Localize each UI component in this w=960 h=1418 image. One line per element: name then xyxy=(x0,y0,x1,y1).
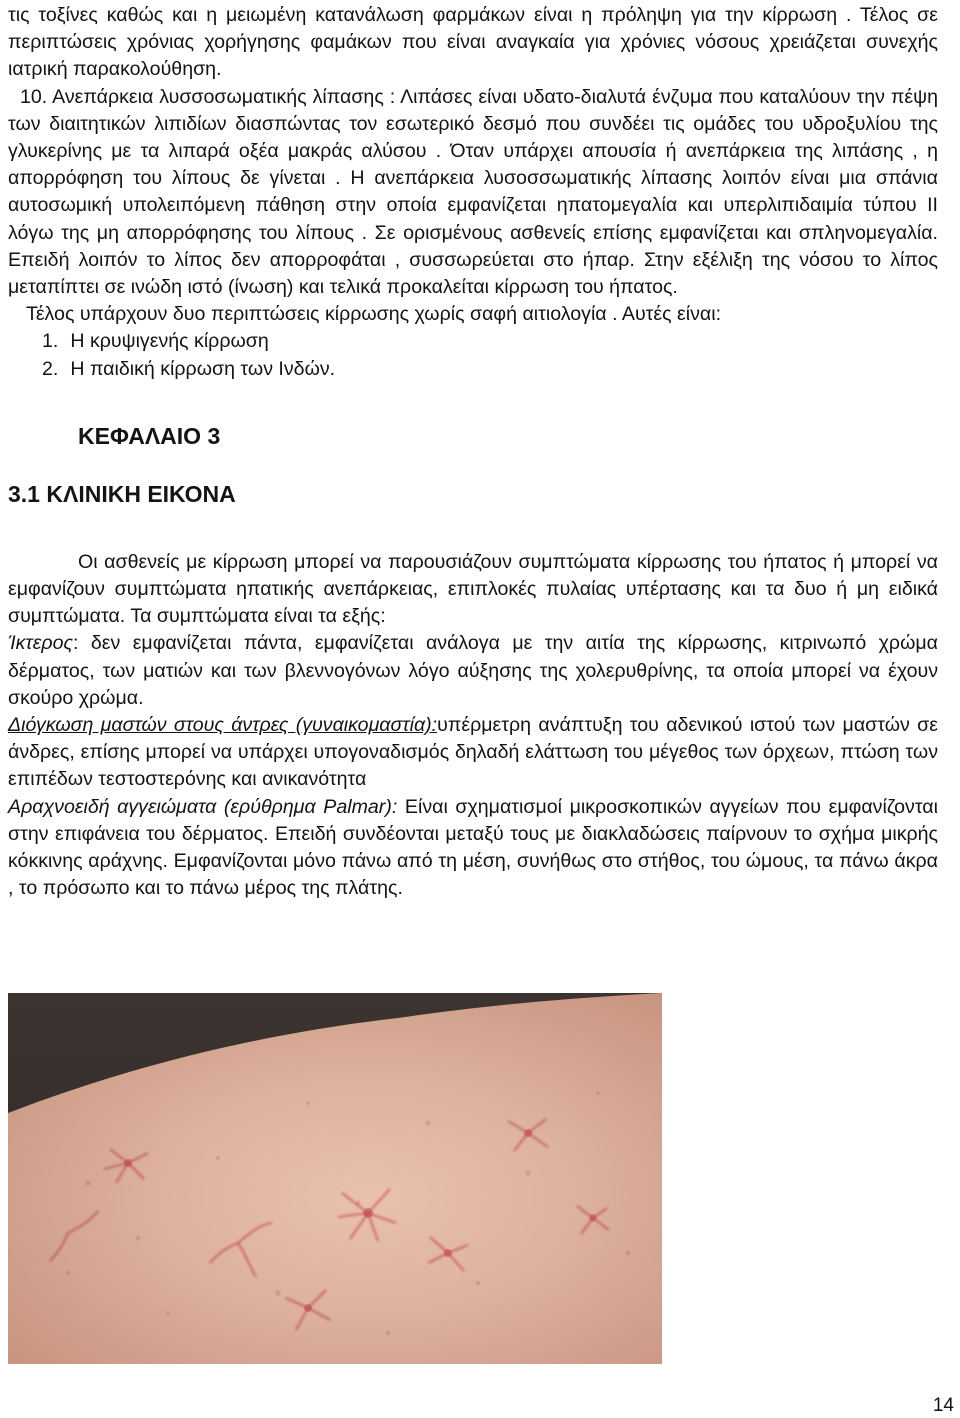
unknown-causes-list xyxy=(8,328,938,382)
palmar-paragraph xyxy=(8,794,938,903)
list-item xyxy=(42,356,938,383)
skin-photo-svg xyxy=(8,993,662,1364)
ikteros-text: : δεν εμφανίζεται πάντα, εμφανίζεται ανάλογα με την αιτία της κίρρωσης, κιτρινωπό χρώμα δέρματος, των ματιών και των βλεννογόνων λόγο αύξησης της χολερυθρίνης, τα οποία μπορεί να έχουν σκούρο χρώμα. xyxy=(8,632,938,709)
gynecomastia-term: Διόγκωση μαστών στους άντρες (γυναικομαστία): xyxy=(8,714,438,737)
intro-paragraph: τις τοξίνες καθώς και η μειωμένη κατανάλωση φαρμάκων είναι η πρόληψη για την κίρρωση . Τέλος σε περιπτώσεις χρόνιας χορήγησης φαμάκων που είναι αναγκαία για χρόνιες νόσους χρειάζεται συνεχής ιατρική παρακολούθηση. xyxy=(8,4,938,81)
chapter-title: ΚΕΦΑΛΑΙΟ 3 xyxy=(78,422,221,449)
list-item-label: Η παιδική κίρρωση των Ινδών. xyxy=(70,357,336,380)
palmar-text: Είναι σχηματισμοί μικροσκοπικών αγγείων που εμφανίζονται στην επιφάνεια του δέρματος. Επειδή συνδέονται μεταξύ τους με διακλαδώσεις παίρνουν το σχήμα μικρής κόκκινης αράχνης. Εμφανίζονται μόνο πάνω από τη μέση, συνήθως στο στήθος, του ώμους, τα πάνω άκρα , το πρόσωπο και το πάνω μέρος της πλάτης. xyxy=(8,795,938,900)
spider-angioma-photo xyxy=(8,993,662,1364)
page-number: 14 xyxy=(932,1395,954,1416)
lysosomal-lipase-paragraph: 10. Ανεπάρκεια λυσσοσωματικής λίπασης : Λιπάσες είναι υδατο-διαλυτά ένζυμα που καταλύουν την πέψη των διαιτητικών λιπιδίων διασπώντας τον εσωτερικό δεσμό που συνδέει τις ομάδες του υδροξυλίου της γλυκερίνης με τα λιπαρά οξέα μακράς αλύσου . Όταν υπάρχει απουσία ή ανεπάρκεια της λιπάσης , η απορρόφηση του λίπους δε γίνεται . Η ανεπάρκεια λυσοσσωματικής λίπασης λοιπόν είναι μια σπάνια αυτοσωμική υπολειπόμενη πάθηση στην οποία εμφανίζεται ηπατομεγαλία και υπερλιπιδαιμία τύπου ΙΙ λόγω της μη απορρόφησης του λίπους . Σε ορισμένους ασθενείς επίσης εμφανίζεται και σπληνομεγαλία. Επειδή λοιπόν το λίπος δεν απορροφάται , συσσωρεύεται στο ήπαρ. Στην εξέλιξη της νόσου το λίπος μεταπίπτει σε ινώδη ιστό (ίνωση) και τελικά προκαλείται κίρρωση του ήπατος. xyxy=(8,85,938,299)
list-item-label: Η κρυψιγενής κίρρωση xyxy=(70,330,269,353)
ikteros-paragraph xyxy=(8,630,938,712)
palmar-term: Αραχνοειδή αγγειώματα (ερύθρημα Palmar): xyxy=(8,795,398,818)
list-item xyxy=(42,328,938,355)
section-title: 3.1 ΚΛΙΝΙΚΗ ΕΙΚΟΝΑ xyxy=(8,480,236,507)
document-page xyxy=(8,0,938,902)
ikteros-term: Ίκτερος xyxy=(8,632,73,655)
gynecomastia-paragraph xyxy=(8,712,938,794)
gynecomastia-text: υπέρμετρη ανάπτυξη του αδενικού ιστού των μαστών σε άνδρες, επίσης μπορεί να υπάρχει υπογοναδισμός δηλαδή ελάττωση του μέγεθος των όρχεων, πτώση των επιπέδων τεστοστερόνης και ανικανότητα xyxy=(8,714,938,791)
unknown-causes-paragraph: Τέλος υπάρχουν δυο περιπτώσεις κίρρωσης χωρίς σαφή αιτιολογία . Αυτές είναι: xyxy=(26,303,722,326)
clinical-intro-paragraph: Οι ασθενείς με κίρρωση μπορεί να παρουσιάζουν συμπτώματα κίρρωσης του ήπατος ή μπορεί να εμφανίζουν συμπτώματα ηπατικής ανεπάρκειας, επιπλοκές πυλαίας υπέρτασης και τα δυο ή μη ειδικά συμπτώματα. Τα συμπτώματα είναι τα εξής: xyxy=(8,550,938,628)
list-item-number: 2. xyxy=(42,357,59,380)
list-item-number: 1. xyxy=(42,330,59,353)
